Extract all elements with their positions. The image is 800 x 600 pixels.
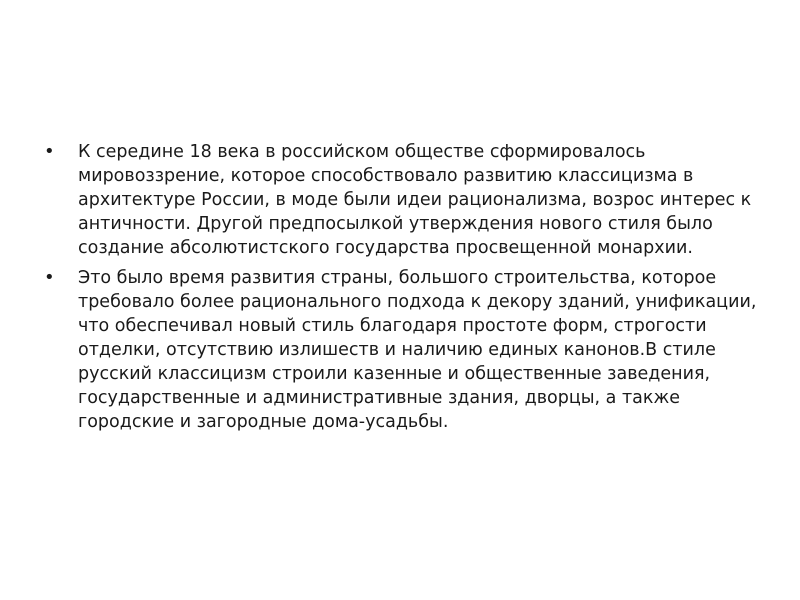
bullet-text: Это было время развития страны, большого строительства, которое требовало более рационального подхода к декору зданий, унификации, что обеспечивал новый стиль благодаря простоте форм, строгости отделки, отсутствию излишеств и наличию единых канонов.В стиле русский классицизм строили казенные и общественные заведения, государственные и административные здания, дворцы, а также городские и загородные дома-усадьбы. [78, 268, 757, 432]
bullet-icon: • [44, 141, 55, 162]
bullet-item [0, 266, 800, 434]
bullet-list [0, 140, 800, 434]
bullet-text: К середине 18 века в российском обществе сформировалось мировоззрение, которое способствовало развитию классицизма в архитектуре России, в моде были идеи рационализма, возрос интерес к античности. Другой предпосылкой утверждения нового стиля было создание абсолютистского государства просвещенной монархии. [78, 142, 752, 258]
bullet-item [0, 140, 800, 260]
bullet-icon: • [44, 267, 55, 288]
slide-content [0, 140, 800, 440]
